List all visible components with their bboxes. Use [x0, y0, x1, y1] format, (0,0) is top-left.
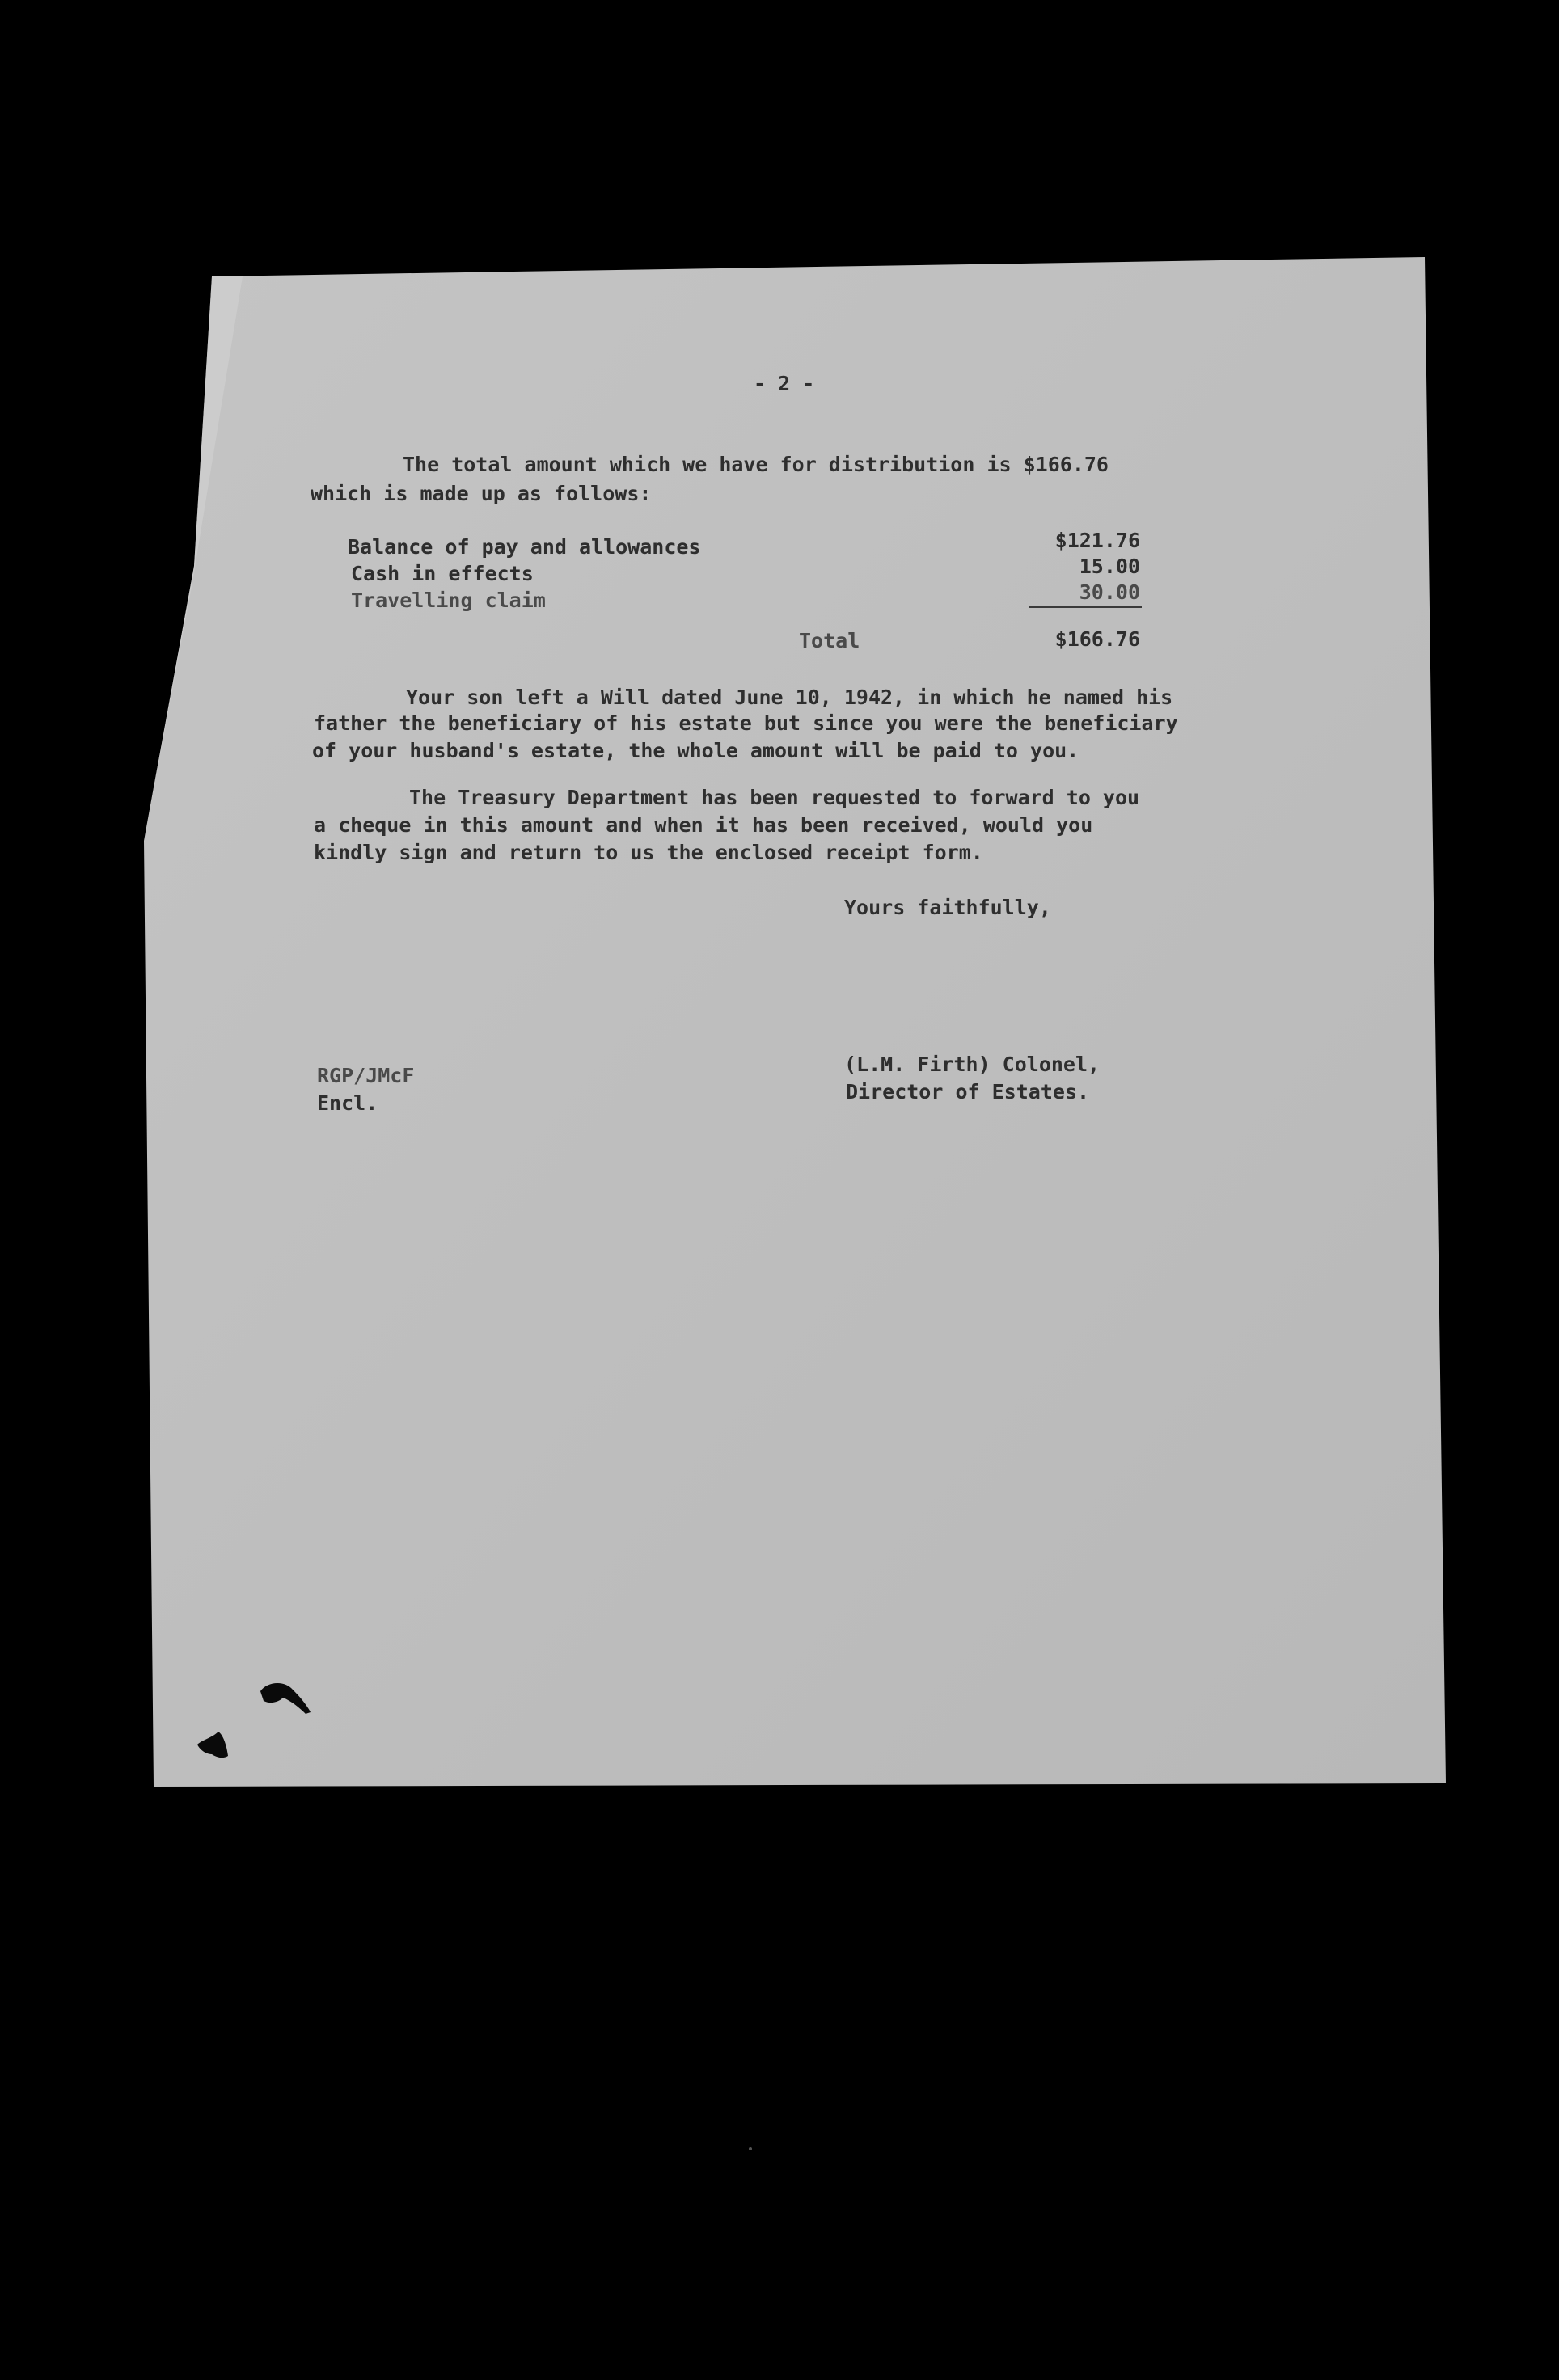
para1-line-1: Your son left a Will dated June 10, 1942, in which he named his — [406, 686, 1173, 709]
intro-line-2: which is made up as follows: — [311, 482, 652, 505]
page-number: - 2 - — [754, 372, 815, 395]
para2-line-1: The Treasury Department has been requested to forward to you — [409, 786, 1140, 809]
item-amount-3: 30.00 — [1079, 580, 1140, 604]
reference-initials: RGP/JMcF — [317, 1064, 415, 1087]
ink-blot-upper — [260, 1683, 311, 1714]
speck-mark — [749, 2147, 752, 2150]
closing: Yours faithfully, — [844, 896, 1051, 919]
enclosure-note: Encl. — [317, 1091, 378, 1115]
para2-line-2: a cheque in this amount and when it has been received, would you — [314, 813, 1093, 837]
item-label-2: Cash in effects — [351, 562, 534, 585]
total-amount: $166.76 — [1054, 627, 1140, 651]
para2-line-3: kindly sign and return to us the enclosed receipt form. — [314, 841, 983, 864]
signature-title: Director of Estates. — [846, 1080, 1090, 1103]
item-label-1: Balance of pay and allowances — [348, 535, 701, 559]
item-amount-1: $121.76 — [1054, 529, 1140, 552]
total-label: Total — [799, 629, 860, 652]
item-amount-2: 15.00 — [1079, 555, 1140, 578]
item-label-3: Travelling claim — [351, 589, 546, 612]
para1-line-3: of your husband's estate, the whole amount will be paid to you. — [312, 739, 1079, 762]
signature-name: (L.M. Firth) Colonel, — [844, 1053, 1101, 1076]
intro-line-1: The total amount which we have for distribution is $166.76 — [403, 453, 1109, 476]
ink-blot-lower — [197, 1732, 228, 1758]
para1-line-2: father the beneficiary of his estate but since you were the beneficiary — [314, 711, 1178, 735]
